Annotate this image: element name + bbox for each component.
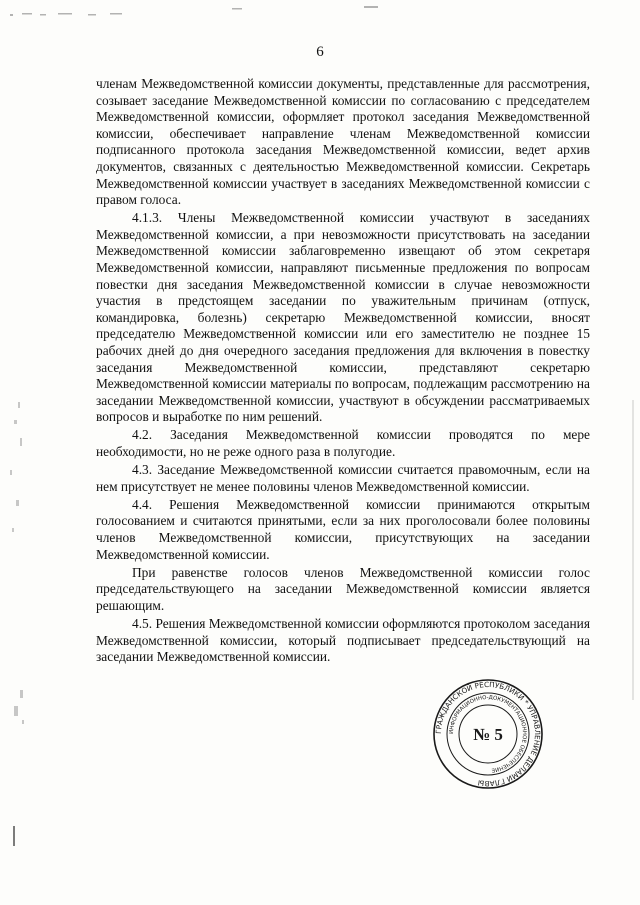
paragraph-4-4: 4.4. Решения Межведомственной комиссии принимаются открытым голосованием и считаются принятыми, если за них проголосовали более половины членов Межведомственной комиссии, присутствующих на заседании Межведомственной комиссии. <box>96 496 590 562</box>
paragraph-4-1-3: 4.1.3. Члены Межведомственной комиссии участвуют в заседаниях Межведомственной комиссии, а при невозможности присутствовать на заседании Межведомственной комиссии заблаговременно извещают об этом секретаря Межведомственной комиссии, направляют письменные предложения по вопросам повестки дня заседания Межведомственной комиссии в случае невозможности участия в предстоящем заседании по уважительным причинам (отпуск, командировка, болезнь) секретарю Межведомственной комиссии, вносят председателю Межведомственной комиссии или его заместителю не позднее 15 рабочих дней до дня очередного заседания предложения для включения в повестку заседания Межведомственной комиссии, представляют секретарю Межведомственной комиссии материалы по вопросам, подлежащим рассмотрению на заседании Межведомственной комиссии, участвуют в обсуждении рассматриваемых вопросов и выработке по ним решений. <box>96 210 590 425</box>
paragraph-4-3: 4.3. Заседание Межведомственной комиссии считается правомочным, если на нем присутствует не менее половины членов Межведомственной комиссии. <box>96 462 590 494</box>
paragraph-tie-vote: При равенстве голосов членов Межведомственной комиссии голос председательствующего на заседании Межведомственной комиссии является решающим. <box>96 564 590 613</box>
document-body <box>96 76 590 667</box>
page-number: 6 <box>316 44 324 60</box>
paragraph-4-5: 4.5. Решения Межведомственной комиссии оформляются протоколом заседания Межведомственной комиссии, который подписывает председательствующий на заседании Межведомственной комиссии. <box>96 616 590 665</box>
seal-inner-ring-text: ИНФОРМАЦИОННО-ДОКУМЕНТАЦИОННОЕ ОБЕСПЕЧЕНИЕ <box>448 694 528 773</box>
seal-number: № 5 <box>473 725 503 744</box>
paragraph-secretary-duties: членам Межведомственной комиссии документы, представленные для рассмотрения, созывает заседание Межведомственной комиссии по согласованию с председателем Межведомственной комиссии, оформляет протокол заседания Межведомственной комиссии, обеспечивает направление членам Межведомственной комиссии подписанного протокола заседания Межведомственной комиссии, ведет архив документов, связанных с деятельностью Межведомственной комиссии. Секретарь Межведомственной комиссии участвует в заседаниях Межведомственной комиссии с правом голоса. <box>96 76 590 208</box>
official-seal <box>432 678 544 790</box>
paragraph-4-2: 4.2. Заседания Межведомственной комиссии проводятся по мере необходимости, но не реже одного раза в полугодие. <box>96 427 590 460</box>
seal-outer-ring-text: ГРАЖДАНСКОЙ РЕСПУБЛИКИ * УПРАВЛЕНИЕ ДЕЛАМИ ГЛАВЫ <box>433 679 543 789</box>
